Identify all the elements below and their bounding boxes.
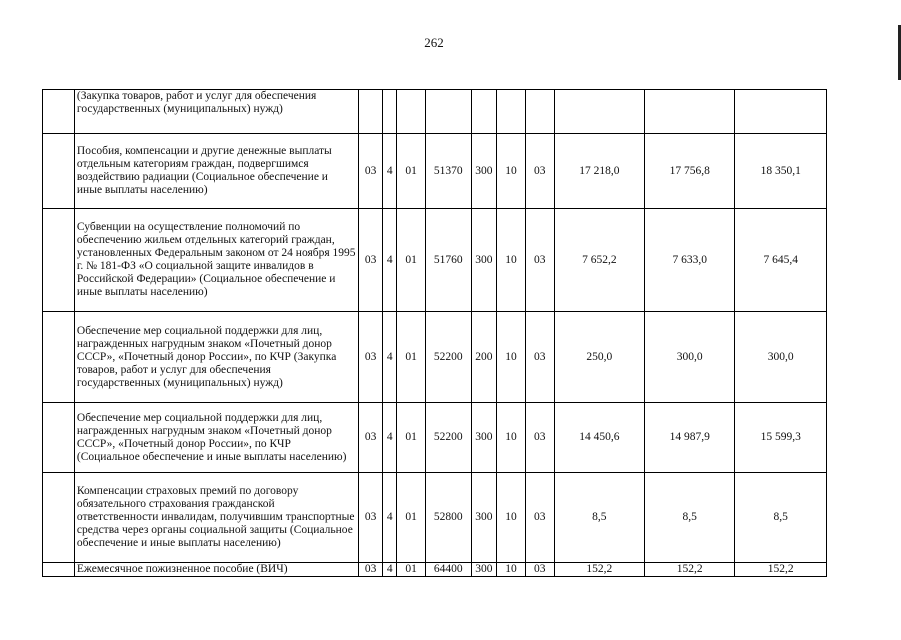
code-cell: 01 [397, 563, 426, 577]
amount-cell: 8,5 [735, 473, 827, 563]
code-cell: 10 [497, 403, 526, 473]
code-cell: 10 [497, 473, 526, 563]
amount-cell: 15 599,3 [735, 403, 827, 473]
code-cell: 03 [525, 403, 554, 473]
code-cell: 03 [358, 312, 382, 403]
code-cell: 03 [525, 473, 554, 563]
table-row [43, 312, 827, 403]
code-cell: 4 [383, 473, 397, 563]
code-cell: 01 [397, 209, 426, 312]
row-number-cell [43, 312, 75, 403]
item-name-cell: Обеспечение мер социальной поддержки для лиц, награжденных нагрудным знаком «Почетный донор СССР», «Почетный донор России», по КЧР (Социальное обеспечение и иные выплаты населению) [74, 403, 358, 473]
code-cell: 300 [471, 473, 497, 563]
code-cell: 03 [525, 134, 554, 209]
amount-cell: 17 756,8 [645, 134, 735, 209]
code-cell: 03 [358, 209, 382, 312]
row-number-cell [43, 563, 75, 577]
amount-cell [735, 90, 827, 134]
code-cell: 300 [471, 134, 497, 209]
amount-cell: 152,2 [735, 563, 827, 577]
item-name-cell: Пособия, компенсации и другие денежные выплаты отдельным категориям граждан, подвергшимся воздействию радиации (Социальное обеспечение и иные выплаты населению) [74, 134, 358, 209]
code-cell: 03 [358, 473, 382, 563]
code-cell: 52200 [425, 403, 471, 473]
budget-table [42, 89, 827, 577]
code-cell: 52200 [425, 312, 471, 403]
table-row [43, 563, 827, 577]
table-row [43, 209, 827, 312]
code-cell: 03 [358, 403, 382, 473]
code-cell: 01 [397, 134, 426, 209]
item-name-cell: Обеспечение мер социальной поддержки для лиц, награжденных нагрудным знаком «Почетный донор СССР», «Почетный донор России», по КЧР (Закупка товаров, работ и услуг для обеспечения государственных (муниципальных) нужд) [74, 312, 358, 403]
code-cell: 52800 [425, 473, 471, 563]
code-cell [425, 90, 471, 134]
code-cell: 10 [497, 563, 526, 577]
table-row [43, 90, 827, 134]
row-number-cell [43, 134, 75, 209]
code-cell: 03 [525, 312, 554, 403]
code-cell: 4 [383, 403, 397, 473]
code-cell: 200 [471, 312, 497, 403]
table-row [43, 473, 827, 563]
code-cell: 10 [497, 134, 526, 209]
amount-cell: 14 987,9 [645, 403, 735, 473]
code-cell: 64400 [425, 563, 471, 577]
code-cell: 03 [358, 134, 382, 209]
code-cell: 10 [497, 209, 526, 312]
code-cell: 03 [358, 563, 382, 577]
code-cell: 300 [471, 209, 497, 312]
item-name-cell: (Закупка товаров, работ и услуг для обеспечения государственных (муниципальных) нужд) [74, 90, 358, 134]
amount-cell: 7 633,0 [645, 209, 735, 312]
code-cell: 10 [497, 312, 526, 403]
amount-cell: 300,0 [645, 312, 735, 403]
code-cell: 01 [397, 473, 426, 563]
code-cell [383, 90, 397, 134]
code-cell: 300 [471, 563, 497, 577]
code-cell: 01 [397, 312, 426, 403]
amount-cell: 8,5 [554, 473, 644, 563]
amount-cell [645, 90, 735, 134]
code-cell: 51760 [425, 209, 471, 312]
amount-cell: 17 218,0 [554, 134, 644, 209]
amount-cell: 152,2 [645, 563, 735, 577]
code-cell: 300 [471, 403, 497, 473]
row-number-cell [43, 403, 75, 473]
code-cell [358, 90, 382, 134]
amount-cell: 18 350,1 [735, 134, 827, 209]
row-number-cell [43, 209, 75, 312]
code-cell [497, 90, 526, 134]
code-cell: 4 [383, 134, 397, 209]
code-cell: 4 [383, 312, 397, 403]
row-number-cell [43, 473, 75, 563]
table-row [43, 134, 827, 209]
code-cell: 01 [397, 403, 426, 473]
code-cell: 03 [525, 563, 554, 577]
amount-cell: 8,5 [645, 473, 735, 563]
code-cell: 51370 [425, 134, 471, 209]
table-row [43, 403, 827, 473]
code-cell: 03 [525, 209, 554, 312]
amount-cell [554, 90, 644, 134]
amount-cell: 7 645,4 [735, 209, 827, 312]
item-name-cell: Ежемесячное пожизненное пособие (ВИЧ) [74, 563, 358, 577]
amount-cell: 7 652,2 [554, 209, 644, 312]
item-name-cell: Компенсации страховых премий по договору обязательного страхования гражданской ответственности инвалидам, получившим транспортные средства через органы социальной защиты (Социальное обеспечение и иные выплаты населению) [74, 473, 358, 563]
item-name-cell: Субвенции на осуществление полномочий по обеспечению жильем отдельных категорий граждан, установленных Федеральным законом от 24 ноября 1995 г. № 181-ФЗ «О социальной защите инвалидов в Российской Федерации» (Социальное обеспечение и иные выплаты населению) [74, 209, 358, 312]
amount-cell: 250,0 [554, 312, 644, 403]
amount-cell: 152,2 [554, 563, 644, 577]
code-cell: 4 [383, 209, 397, 312]
amount-cell: 14 450,6 [554, 403, 644, 473]
code-cell [525, 90, 554, 134]
code-cell: 4 [383, 563, 397, 577]
code-cell [397, 90, 426, 134]
page-number: 262 [424, 35, 444, 50]
code-cell [471, 90, 497, 134]
row-number-cell [43, 90, 75, 134]
amount-cell: 300,0 [735, 312, 827, 403]
